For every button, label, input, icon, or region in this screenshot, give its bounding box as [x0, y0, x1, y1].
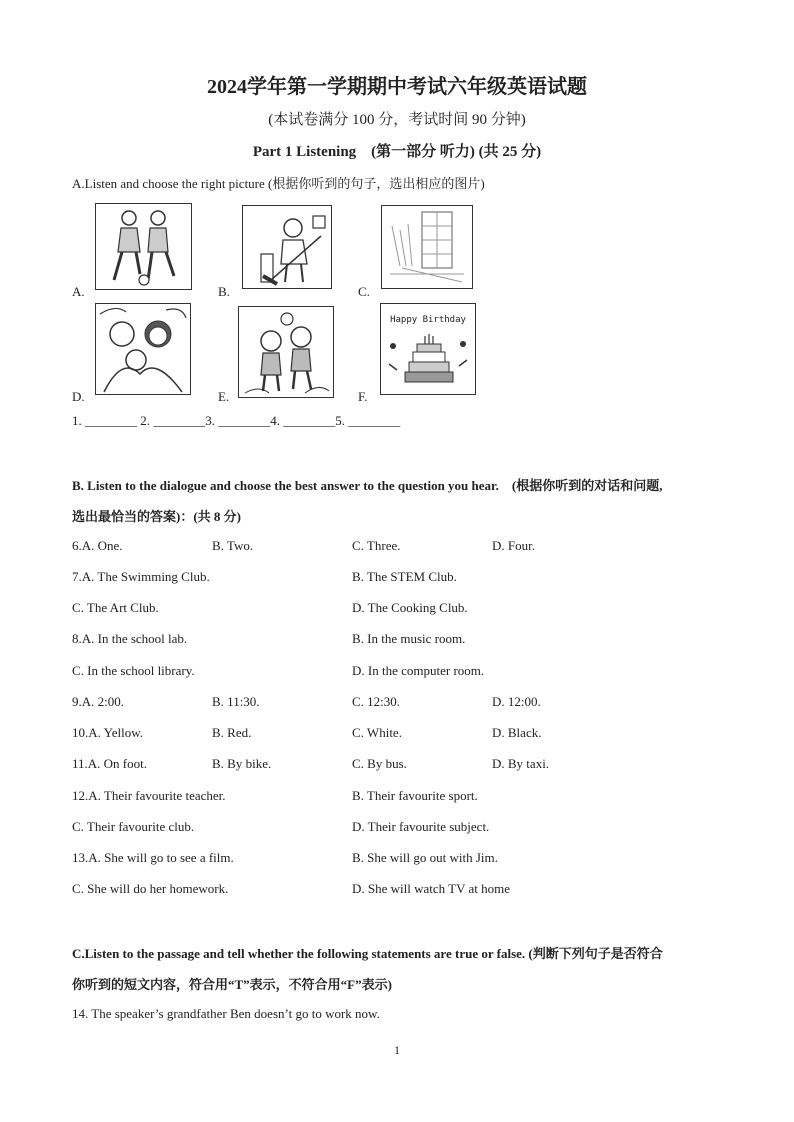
q9-option-a: 9.A. 2:00. — [72, 694, 124, 709]
picture-label-d: D. — [72, 389, 85, 404]
q10-option-c: C. White. — [352, 725, 402, 740]
picture-label-e: E. — [218, 389, 230, 404]
part1-heading: Part 1 Listening (第一部分 听力) (共 25 分) — [252, 144, 542, 160]
q6-option-a: 6.A. One. — [72, 538, 123, 553]
q11-option-c: C. By bus. — [352, 756, 407, 771]
q13-option-c: C. She will do her homework. — [72, 881, 229, 896]
q11-option-b: B. By bike. — [212, 756, 272, 771]
picture-kids-playing — [238, 306, 334, 398]
q8-option-c: C. In the school library. — [72, 663, 195, 678]
picture-football-boys — [95, 203, 192, 290]
section-b-heading-line1: B. Listen to the dialogue and choose the best answer to the question you hear. (根据你听到的对话和问题, — [72, 478, 663, 493]
picture-birthday-cake — [380, 303, 476, 395]
q13-option-b: B. She will go out with Jim. — [352, 850, 498, 865]
picture-label-a: A. — [72, 284, 85, 299]
section-c-heading-line2: 你听到的短文内容，符合用“T”表示，不符合用“F”表示) — [72, 977, 392, 992]
section-a-answer-blanks[interactable]: 1. ________ 2. ________3. ________4. ________5. ________ — [72, 413, 401, 428]
q7-option-b: B. The STEM Club. — [352, 569, 457, 584]
picture-label-f: F. — [358, 389, 368, 404]
picture-girl-sweeping — [242, 205, 332, 289]
svg-text:Happy Birthday: Happy Birthday — [390, 315, 466, 325]
q13-option-d: D. She will watch TV at home — [352, 881, 511, 896]
picture-label-b: B. — [218, 284, 230, 299]
q12-option-a: 12.A. Their favourite teacher. — [72, 788, 226, 803]
q11-option-a: 11.A. On foot. — [72, 756, 147, 771]
q10-option-d: D. Black. — [492, 725, 542, 740]
picture-family-portrait — [95, 303, 191, 395]
q7-option-a: 7.A. The Swimming Club. — [72, 569, 210, 584]
q9-option-b: B. 11:30. — [212, 694, 260, 709]
q7-option-d: D. The Cooking Club. — [352, 600, 468, 615]
page-number: 1 — [394, 1043, 400, 1057]
q12-option-d: D. Their favourite subject. — [352, 819, 490, 834]
exam-subtitle: (本试卷满分 100 分，考试时间 90 分钟) — [268, 112, 526, 128]
section-a-instruction: A.Listen and choose the right picture (根据你听到的句子，选出相应的图片) — [72, 176, 485, 191]
q7-option-c: C. The Art Club. — [72, 600, 159, 615]
q12-option-c: C. Their favourite club. — [72, 819, 195, 834]
q11-option-d: D. By taxi. — [492, 756, 550, 771]
section-b-heading-line2: 选出最恰当的答案)：(共 8 分) — [72, 509, 241, 524]
picture-label-c: C. — [358, 284, 370, 299]
q8-option-a: 8.A. In the school lab. — [72, 631, 188, 646]
q12-option-b: B. Their favourite sport. — [352, 788, 478, 803]
picture-building — [381, 205, 473, 289]
q8-option-d: D. In the computer room. — [352, 663, 485, 678]
q13-option-a: 13.A. She will go to see a film. — [72, 850, 234, 865]
exam-title: 2024学年第一学期期中考试六年级英语试题 — [207, 76, 587, 98]
q9-option-d: D. 12:00. — [492, 694, 541, 709]
q14-statement: 14. The speaker’s grandfather Ben doesn’t go to work now. — [72, 1006, 380, 1021]
section-c-heading-line1: C.Listen to the passage and tell whether the following statements are true or false. (判断下列句子是否符合 — [72, 946, 663, 961]
q6-option-b: B. Two. — [212, 538, 254, 553]
q8-option-b: B. In the music room. — [352, 631, 466, 646]
q10-option-b: B. Red. — [212, 725, 252, 740]
q6-option-c: C. Three. — [352, 538, 401, 553]
q10-option-a: 10.A. Yellow. — [72, 725, 144, 740]
q6-option-d: D. Four. — [492, 538, 535, 553]
q9-option-c: C. 12:30. — [352, 694, 401, 709]
